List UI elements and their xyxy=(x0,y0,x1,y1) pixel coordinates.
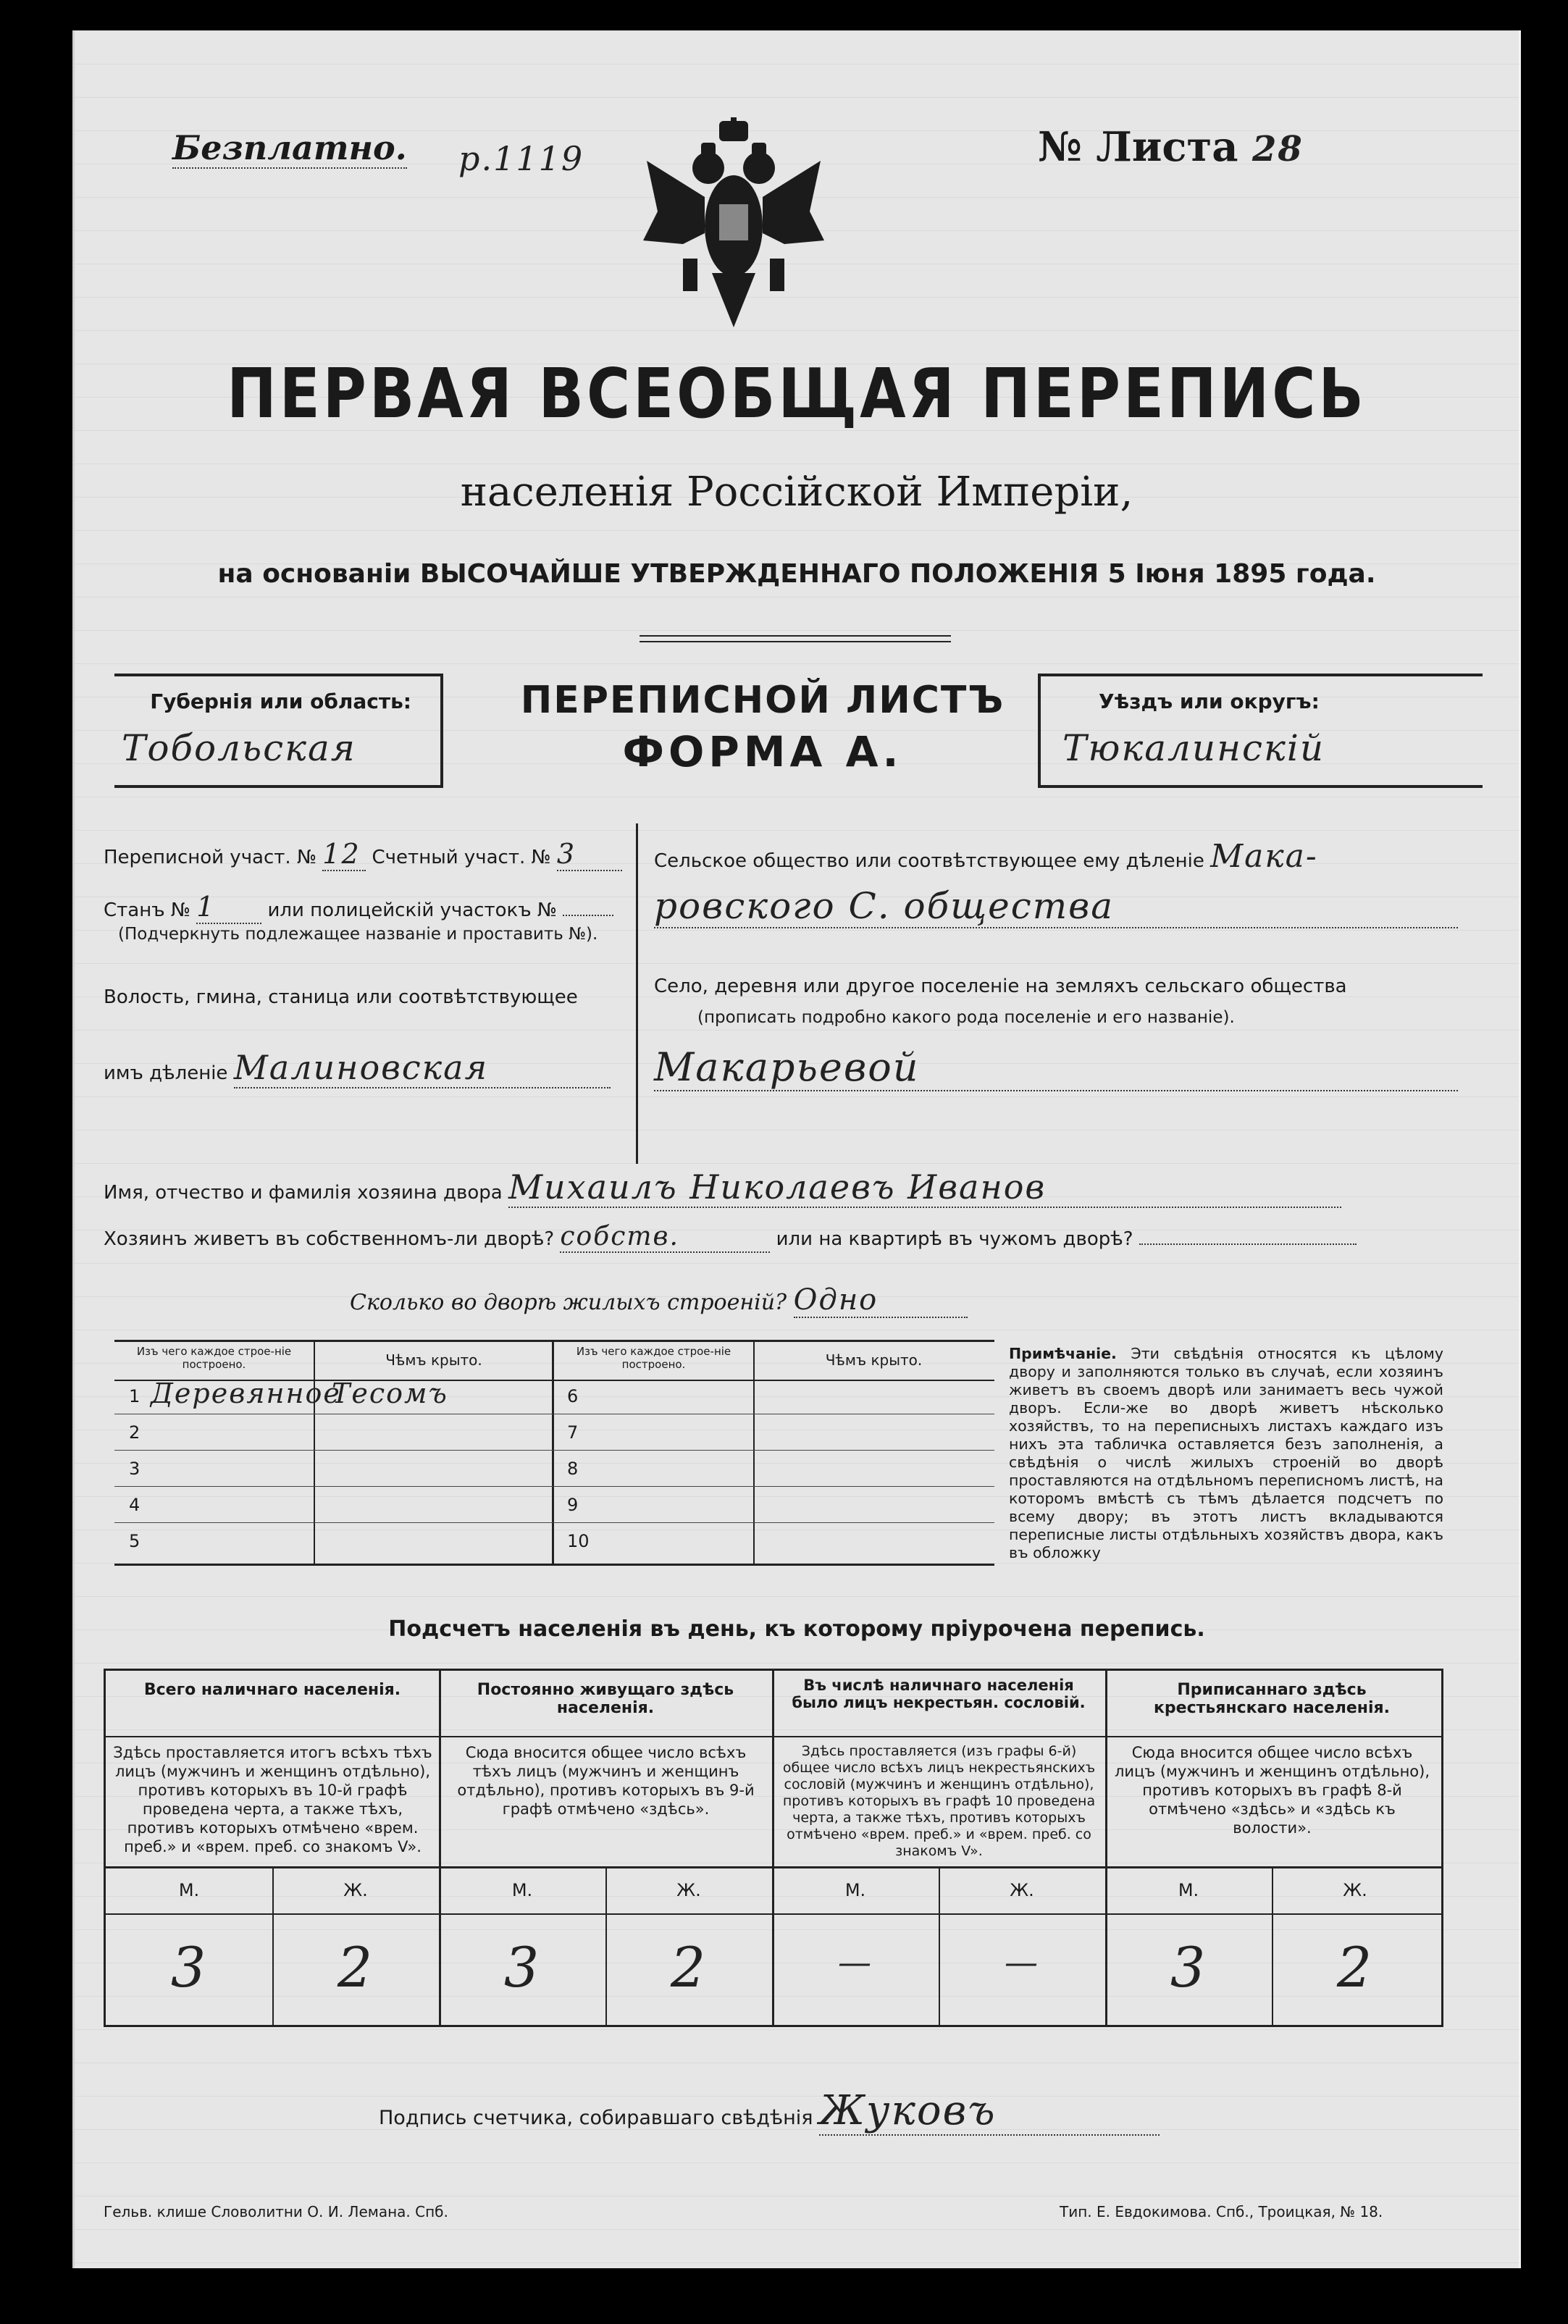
subtitle: населенія Россійской Имперіи, xyxy=(460,469,1133,516)
table-row: 1 Деревянное Тесомъ 6 xyxy=(114,1377,994,1414)
signature-value: Жуковъ xyxy=(819,2087,1160,2136)
material-value: Деревянное xyxy=(151,1377,341,1409)
table-row: 5 10 xyxy=(129,1531,590,1551)
permanent-male-value: 3 xyxy=(503,1935,541,2000)
note-text: Эти свѣдѣнія относятся къ цѣлому двору и заполняются только въ случаѣ, если хозяинъ живетъ въ своемъ дворѣ или занимаетъ весь чужой дворъ. Если-же во дворѣ живетъ нѣсколько хозяйствъ, то на переписныхъ листахъ каждаго изъ нихъ эта табличка оставляется безъ заполненія, а свѣдѣнія о числѣ жилыхъ строеній во дворѣ проставляются на отдѣльномъ переписномъ листѣ, на которомъ вмѣстѣ съ тѣмъ дѣлается подсчетъ по всему двору; въ этотъ листъ вкладываются переписные листы отдѣльныхъ хозяйствъ двора, какъ въ обложку xyxy=(1009,1345,1443,1561)
stan-note: (Подчеркнуть подлежащее названіе и проставить №). xyxy=(118,925,598,944)
count-col-nonpeasant-desc: Здѣсь проставляется (изъ графы 6-й) общее число всѣхъ лицъ некрестьянскихъ сословій (мужчинъ и женщинъ отдѣльно), противъ которыхъ въ графѣ 10 проведена черта, а также тѣхъ, противъ которыхъ отмѣчено «врем. преб.» и «врем. преб. со знакомъ V». xyxy=(782,1743,1096,1859)
residence-line: Хозяинъ живетъ въ собственномъ-ли дворѣ? собств. или на квартирѣ въ чужомъ дворѣ? xyxy=(104,1222,1357,1253)
ornament-divider xyxy=(640,635,951,642)
signature-line: Подпись счетчика, собиравшаго свѣдѣнія Жуковъ xyxy=(379,2087,1160,2136)
society-line: Сельское общество или соотвѣтствующее ему дѣленіе Мака- xyxy=(654,838,1318,875)
form-letter: ФОРМА А. xyxy=(622,727,903,776)
buildings-line: Сколько во дворѣ жилыхъ строеній? Одно xyxy=(350,1283,968,1318)
total-female-value: 2 xyxy=(337,1935,374,2000)
village-label: Село, деревня или другое поселеніе на земляхъ сельскаго общества xyxy=(654,976,1347,997)
uchast-line: Переписной участ. № 12 Счетный участ. № 3 xyxy=(104,838,622,871)
registered-male-value: 3 xyxy=(1170,1935,1207,2000)
society-value-2: ровского С. общества xyxy=(654,885,1458,928)
sheet-number: 28 xyxy=(1252,129,1304,169)
village-note: (прописать подробно какого рода поселеніе и его названіе). xyxy=(697,1008,1235,1027)
col-material-right: Изъ чего каждое строе-ніе построено. xyxy=(576,1345,731,1371)
fields-divider xyxy=(636,823,638,1164)
gubernia-label: Губернія или область: xyxy=(150,689,411,713)
uchast-value: 12 xyxy=(322,838,366,871)
volost-label: Волость, гмина, станица или соотвѣтствующее xyxy=(104,986,578,1008)
main-title: ПЕРВАЯ ВСЕОБЩАЯ ПЕРЕПИСЬ xyxy=(227,354,1367,435)
volost-line: имъ дѣленіе Малиновская xyxy=(104,1048,611,1088)
table-row: 4 9 xyxy=(114,1486,994,1523)
stan-line: Станъ № 1 или полицейскій участокъ № xyxy=(104,891,613,924)
imperial-eagle-icon xyxy=(640,117,828,335)
owner-line: Имя, отчество и фамилія хозяина двора Михаилъ Николаевъ Иванов xyxy=(104,1167,1341,1208)
count-col-total-head: Всего наличнаго населенія. xyxy=(143,1681,401,1699)
footer-left: Гельв. клише Словолитни О. И. Лемана. Спб. xyxy=(104,2203,448,2220)
table-row: 3 8 xyxy=(114,1450,994,1487)
registered-female-value: 2 xyxy=(1336,1935,1374,2000)
uezd-value: Тюкалинскій xyxy=(1062,727,1325,769)
count-col-nonpeasant-head: Въ числѣ наличнаго населенія было лицъ некрестьян. сословій. xyxy=(792,1677,1086,1711)
buildings-value: Одно xyxy=(794,1283,968,1318)
total-male-value: 3 xyxy=(170,1935,208,2000)
schet-value: 3 xyxy=(557,838,622,871)
count-col-registered-desc: Сюда вносится общее число всѣхъ лицъ (мужчинъ и женщинъ отдѣльно), противъ которыхъ въ графѣ 8-й отмѣчено «здѣсь» и «здѣсь къ волости». xyxy=(1114,1744,1430,1837)
owner-name: Михаилъ Николаевъ Иванов xyxy=(508,1167,1341,1208)
permanent-female-value: 2 xyxy=(670,1935,708,2000)
nonpeasant-male-value: — xyxy=(838,1942,873,1981)
uezd-box xyxy=(1038,674,1483,788)
basis-line: на основаніи ВЫСОЧАЙШЕ УТВЕРЖДЕННАГО ПОЛОЖЕНІЯ 5 Іюня 1895 года. xyxy=(217,559,1376,589)
own-value: собств. xyxy=(560,1222,770,1253)
col-roof-right: Чѣмъ крыто. xyxy=(825,1351,923,1369)
count-col-registered-head: Приписаннаго здѣсь крестьянскаго населенія. xyxy=(1154,1681,1390,1717)
uezd-label: Уѣздъ или округъ: xyxy=(1099,689,1320,713)
table-row: 2 7 xyxy=(114,1414,994,1451)
village-value: Макарьевой xyxy=(654,1044,1458,1091)
count-col-permanent-head: Постоянно живущаго здѣсь населенія. xyxy=(477,1681,734,1717)
nonpeasant-female-value: — xyxy=(1005,1942,1039,1981)
volost-value: Малиновская xyxy=(234,1048,611,1088)
gubernia-value: Тобольская xyxy=(122,727,356,769)
count-table: Всего наличнаго населенія. Здѣсь проставляется итогъ всѣхъ тѣхъ лицъ (мужчинъ и женщинъ отдѣльно), противъ которыхъ въ 10-й графѣ проведена черта, а также тѣхъ, противъ которыхъ отмѣчено «врем. преб.» и «врем. преб. со знакомъ V». М. Ж. 3 2 Постоянно живущаго здѣсь населенія. Сюда вносится общее число всѣхъ тѣхъ лицъ (мужчинъ и женщинъ отдѣльно), противъ которыхъ въ 9-й графѣ отмѣчено «здѣсь». М. Ж. 3 2 Въ числѣ наличнаго населенія было лицъ некрестьян. сословій. Здѣсь проставляется (изъ графы 6-й) общее число всѣхъ лицъ некрестьянскихъ сословій (мужчинъ и женщинъ отдѣльно), противъ которыхъ въ графѣ 10 проведена черта, а также тѣхъ, противъ которыхъ отмѣчено «врем. преб.» и «врем. преб. со знакомъ V». М. Ж. — — Приписаннаго здѣсь крестьянскаго населенія. Сюда вносится общее число всѣхъ лицъ (мужчинъ и женщинъ отдѣльно), противъ которыхъ въ графѣ 8-й отмѣчено «здѣсь» и «здѣсь къ волости». М. Ж. 3 2 xyxy=(104,1669,1443,2027)
note-label: Примѣчаніе. xyxy=(1009,1345,1117,1362)
census-sheet xyxy=(72,30,1521,2268)
count-title: Подсчетъ населенія въ день, къ которому пріурочена перепись. xyxy=(388,1616,1205,1642)
free-label: Безплатно. xyxy=(172,128,407,167)
note-box xyxy=(1009,1345,1443,1562)
footer-right: Тип. Е. Евдокимова. Спб., Троицкая, № 18. xyxy=(1060,2203,1383,2220)
archive-number: р.1119 xyxy=(458,139,584,178)
roof-value: Тесомъ xyxy=(332,1377,448,1409)
gubernia-box xyxy=(114,674,443,788)
sheet-number-label: № Листа 28 xyxy=(1038,123,1304,171)
col-roof-left: Чѣмъ крыто. xyxy=(385,1351,482,1369)
count-col-total-desc: Здѣсь проставляется итогъ всѣхъ тѣхъ лицъ (мужчинъ и женщинъ отдѣльно), противъ которыхъ въ 10-й графѣ проведена черта, а также тѣхъ, противъ которыхъ отмѣчено «врем. преб.» и «врем. преб. со знакомъ V». xyxy=(113,1744,432,1855)
stan-value: 1 xyxy=(196,891,261,924)
society-value-1: Мака- xyxy=(1210,838,1318,875)
col-material-left: Изъ чего каждое строе-ніе построено. xyxy=(136,1345,292,1371)
count-col-permanent-desc: Сюда вносится общее число всѣхъ тѣхъ лицъ (мужчинъ и женщинъ отдѣльно), противъ которыхъ въ 9-й графѣ отмѣчено «здѣсь». xyxy=(457,1744,755,1818)
form-name: ПЕРЕПИСНОЙ ЛИСТЪ xyxy=(520,679,1005,722)
